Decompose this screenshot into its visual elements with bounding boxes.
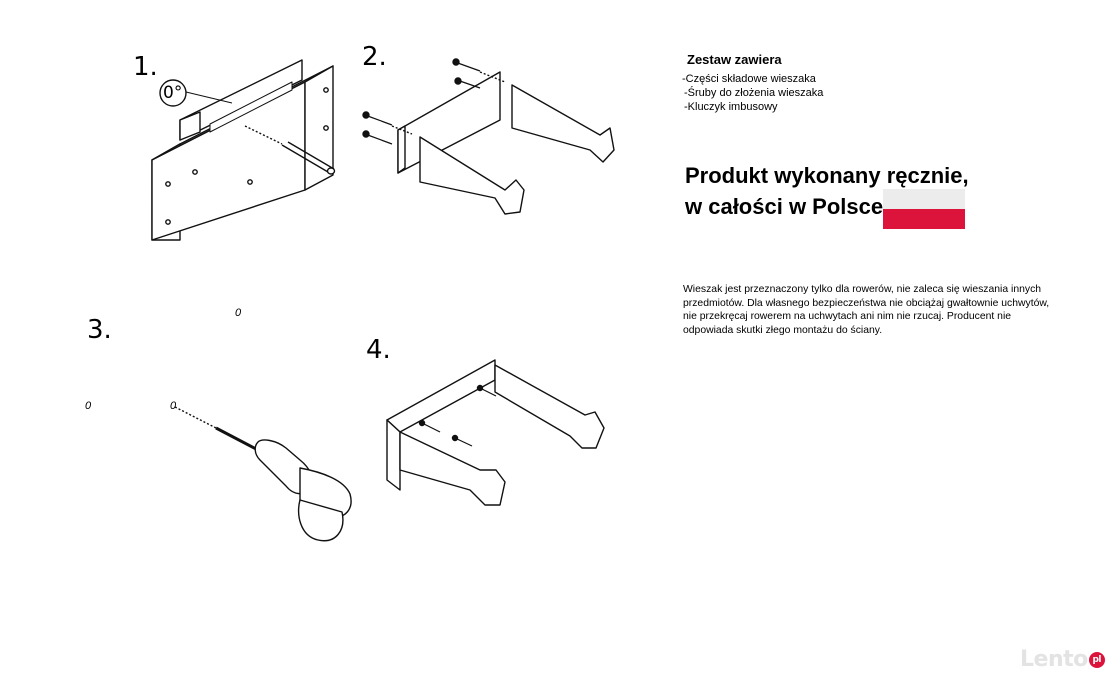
- step-number-1: 1.: [133, 52, 158, 82]
- step-number-4: 4.: [366, 335, 391, 365]
- step4-assembled-illustration: [387, 360, 604, 505]
- step3-mark: 0: [170, 400, 177, 412]
- flag-white-stripe: [883, 189, 965, 209]
- watermark-text: Lento: [1020, 647, 1088, 672]
- claim-line-2: w całości w Polsce: [685, 194, 884, 219]
- watermark-badge: pl: [1089, 652, 1105, 668]
- step2-bracket-illustration: [363, 59, 614, 214]
- usage-warning-text: Wieszak jest przeznaczony tylko dla rowerów, nie zaleca się wieszania innych przedmiotów. Dla własnego bezpieczeństwa nie obciążaj gwałtownie uchwytów, nie przekręcaj rowerem na uchwytach ani nim nie rzucaj. Producent nie odpowiada skutki złego montażu do ściany.: [683, 284, 1050, 336]
- lento-watermark: [1020, 647, 1105, 672]
- kit-title: Zestaw zawiera: [687, 52, 782, 67]
- step-number-3: 3.: [87, 315, 112, 345]
- kit-item: -Śruby do złożenia wieszaka: [684, 87, 824, 99]
- flag-red-stripe: [883, 209, 965, 229]
- polish-flag-icon: [883, 189, 965, 229]
- kit-item: -Części składowe wieszaka: [682, 73, 816, 85]
- claim-line-1: Produkt wykonany ręcznie,: [685, 163, 969, 188]
- step3-mark: 0: [85, 400, 92, 412]
- step3-drill-illustration: [175, 407, 351, 541]
- step3-mark: 0: [235, 307, 242, 319]
- step-number-2: 2.: [362, 42, 387, 72]
- kit-item: -Kluczyk imbusowy: [684, 101, 778, 113]
- level-angle-label: 0°: [163, 83, 183, 103]
- kit-list: [682, 72, 823, 114]
